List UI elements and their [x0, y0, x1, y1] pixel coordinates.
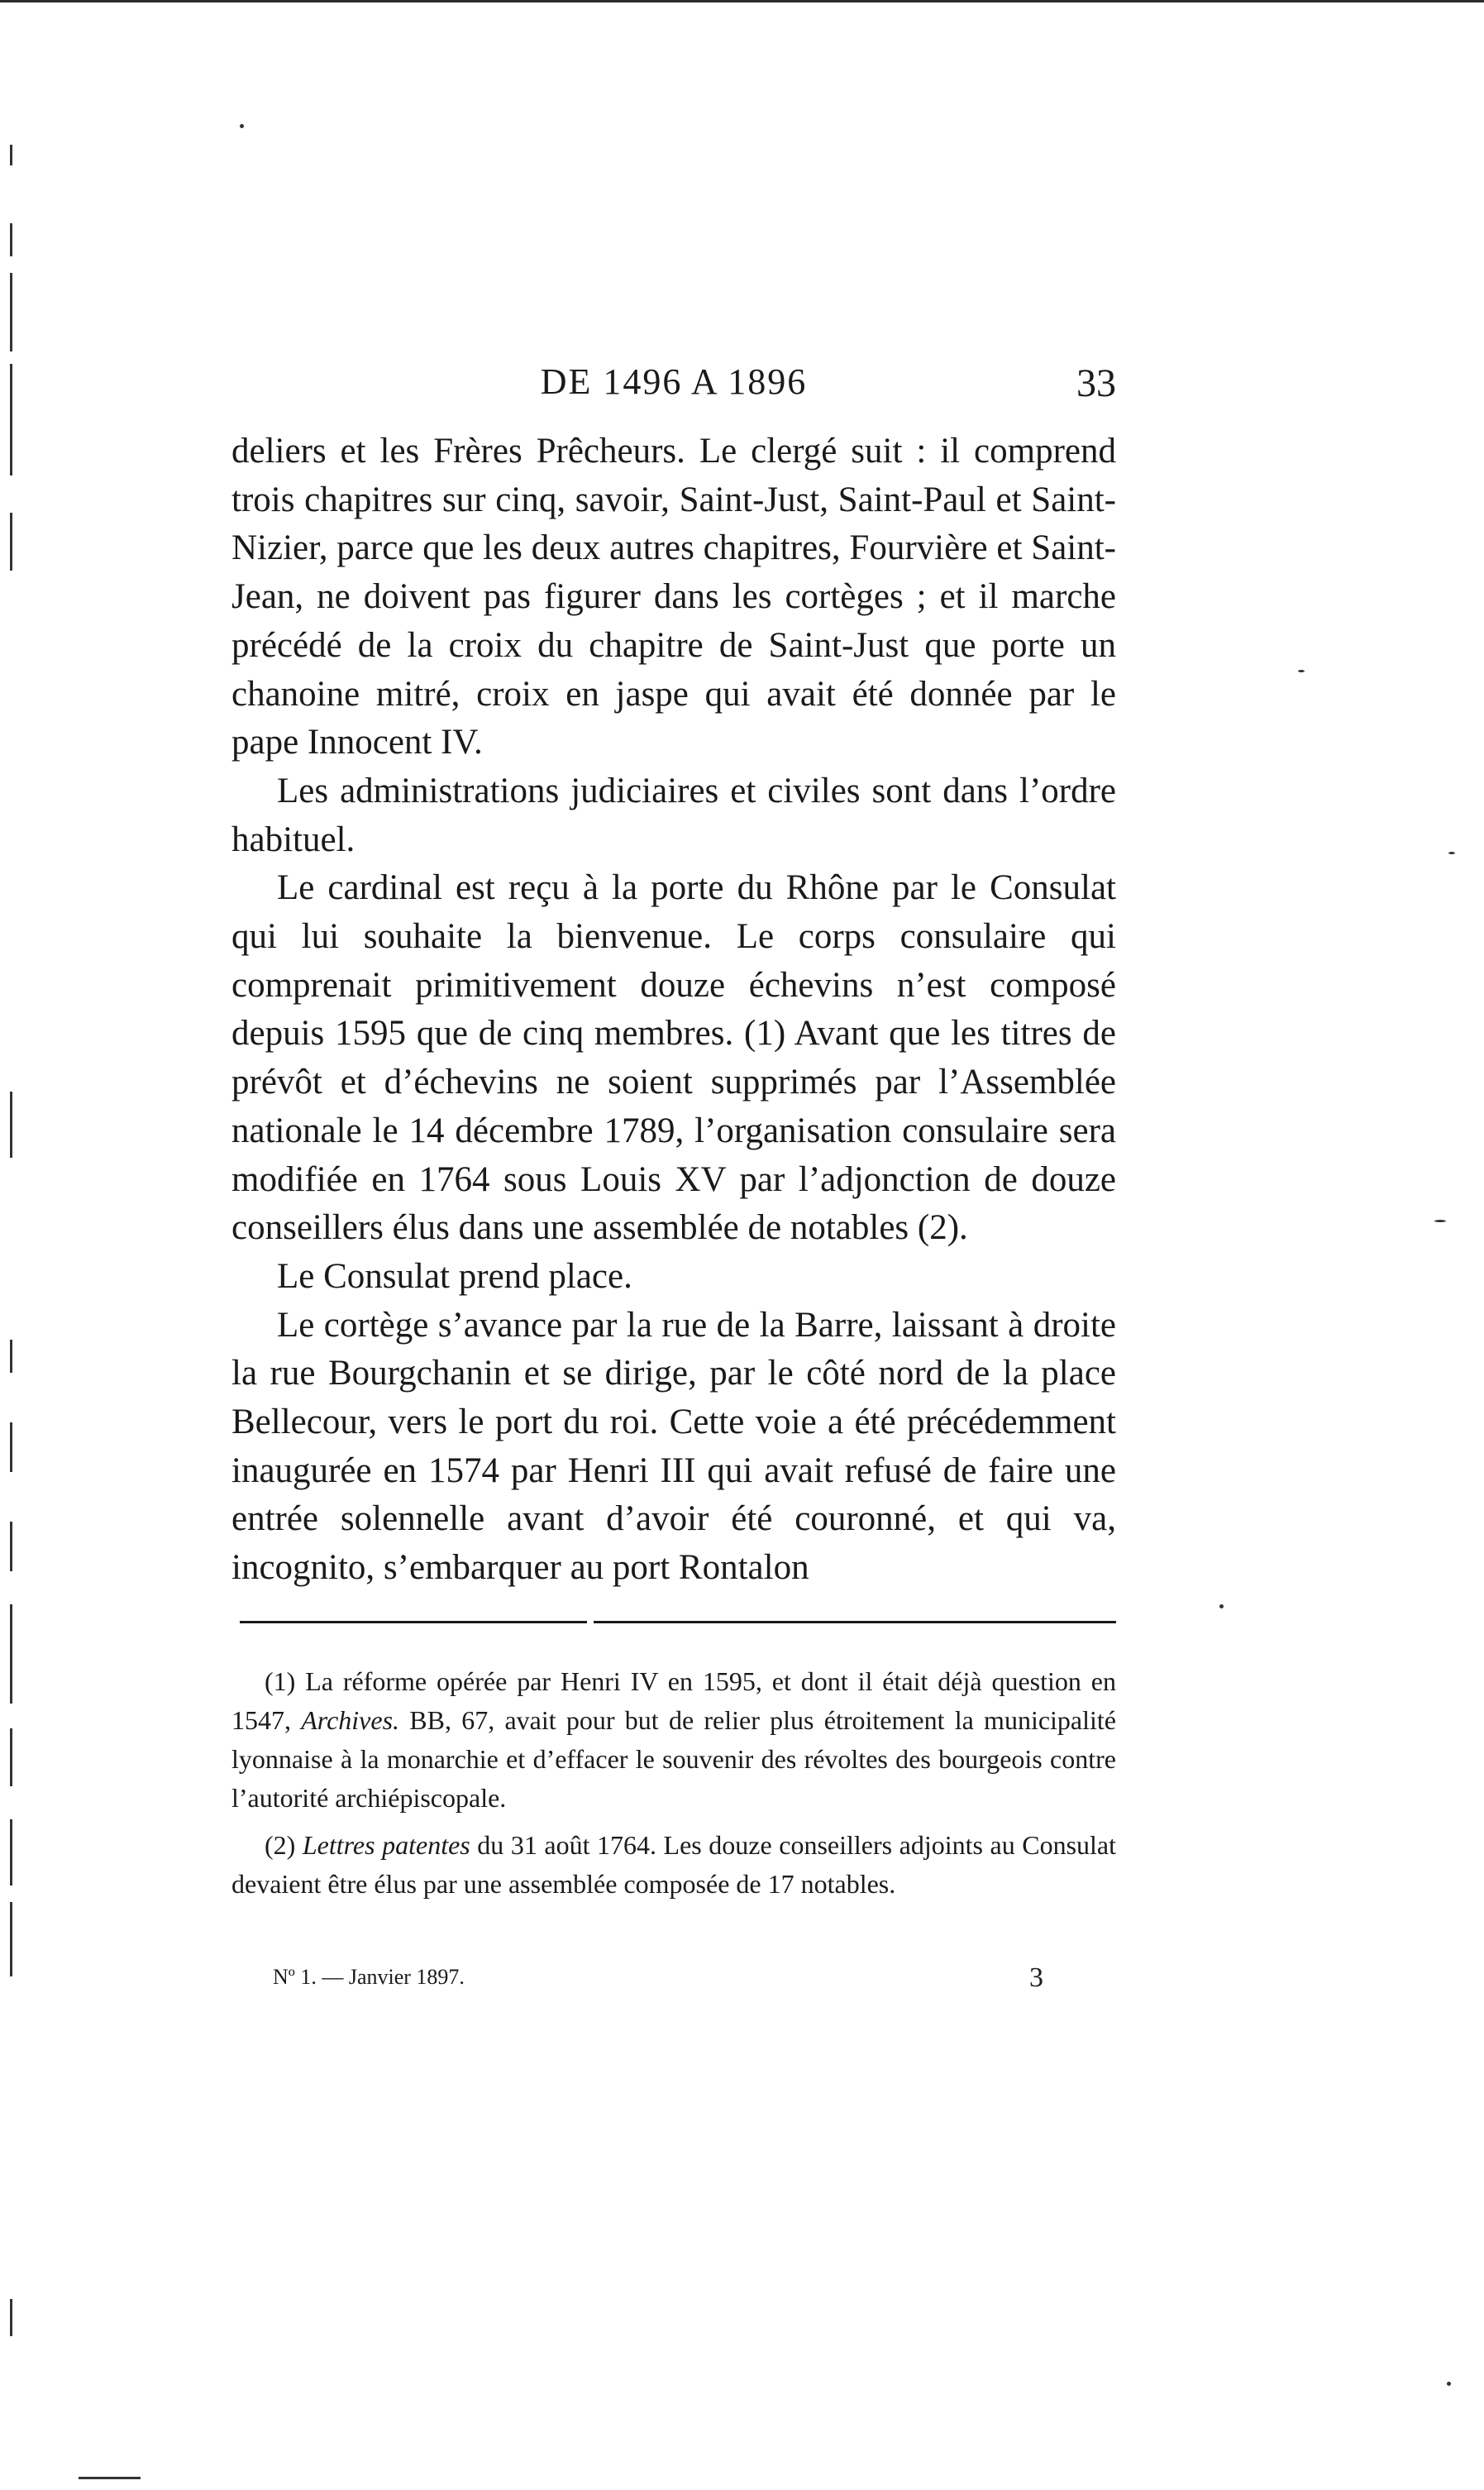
- scan-speck: [1298, 670, 1305, 672]
- scan-artifact: [10, 1604, 12, 1704]
- scan-artifact: [10, 1092, 12, 1158]
- scan-artifact: [79, 2477, 141, 2479]
- running-head: DE 1496 A 1896: [540, 361, 808, 402]
- paragraph: Le cardinal est reçu à la porte du Rhône par le Consulat qui lui souhaite la bienvenue. Le corps consulaire qui comprenait primitivement douze échevins n’est composé depuis 1595 que de cinq membres. (1) Avant que les titres de prévôt et d’échevins ne soient supprimés par l’Assemblée nationale le 14 décembre 1789, l’organisation consulaire sera modifiée en 1764 sous Louis XV par l’adjonction de douze conseillers élus dans une assemblée de notables (2).: [231, 868, 1116, 1248]
- scan-artifact: [10, 223, 12, 256]
- scan-artifact: [10, 1728, 12, 1786]
- scan-speck: [1219, 1604, 1224, 1608]
- footnote-2: (2) Lettres patentes du 31 août 1764. Les douze conseillers adjoints au Consulat devaient être élus par une assemblée composée de 17 notables.: [231, 1830, 1117, 1899]
- scan-artifact: [10, 364, 12, 476]
- scan-artifact: [10, 2299, 12, 2336]
- footnote-rule: [594, 1621, 1116, 1623]
- scan-artifact: [10, 513, 12, 571]
- scan-speck: [1434, 1220, 1446, 1222]
- signature-mark: 3: [1029, 1962, 1043, 1993]
- scan-top-edge: [0, 0, 1484, 2]
- scan-speck: [1447, 2382, 1451, 2386]
- page-header: [231, 361, 1116, 418]
- issue-signature: Nº 1. — Janvier 1897.: [273, 1965, 465, 1989]
- scan-speck: [240, 124, 244, 128]
- scan-artifact: [10, 1340, 12, 1373]
- footnote-rule: [240, 1621, 587, 1623]
- scan-artifact: [10, 1522, 12, 1571]
- footnote-1: (1) La réforme opérée par Henri IV en 1595, et dont il était déjà question en 1547, Archives. BB, 67, avait pour but de relier plus étroitement la municipalité lyonnaise à la monarchie et d’effacer le souvenir des révoltes des bourgeois contre l’autorité archiépiscopale.: [231, 1666, 1116, 1813]
- paragraph: Le cortège s’avance par la rue de la Barre, laissant à droite la rue Bourgchanin et se dirige, par le côté nord de la place Bellecour, vers le port du roi. Cette voie a été précédemment inaugurée en 1574 par Henri III qui avait refusé de faire une entrée solennelle avant d’avoir été couronné, et qui va, incognito, s’embarquer au port Rontalon: [231, 1305, 1116, 1588]
- scan-artifact: [10, 145, 12, 165]
- scan-speck: [1448, 852, 1455, 854]
- footnotes: [231, 1662, 1116, 1904]
- scan-artifact: [10, 1422, 12, 1472]
- scan-artifact: [10, 1902, 12, 1976]
- page-number: 33: [1076, 361, 1116, 405]
- paragraph: Le Consulat prend place.: [277, 1256, 632, 1296]
- scan-artifact: [10, 273, 12, 351]
- paragraph: deliers et les Frères Prêcheurs. Le clergé suit : il comprend trois chapitres sur cinq, savoir, Saint-Just, Saint-Paul et Saint-Nizier, parce que les deux autres chapitres, Fourvière et Saint-Jean, ne doivent pas figurer dans les cortèges ; et il marche précédé de la croix du chapitre de Saint-Just que porte un chanoine mitré, croix en jaspe qui avait été donnée par le pape Innocent IV.: [231, 432, 1116, 762]
- scan-artifact: [10, 1819, 12, 1885]
- body-text: [231, 428, 1116, 1593]
- paragraph: Les administrations judiciaires et civiles sont dans l’ordre habituel.: [231, 771, 1116, 859]
